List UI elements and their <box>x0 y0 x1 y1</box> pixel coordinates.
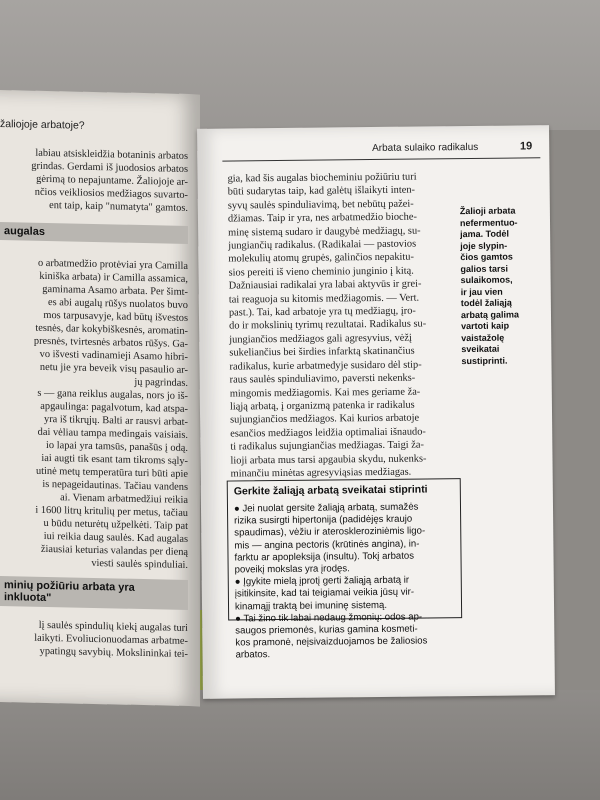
text-line: jungiančių radikalus. (Radikalai — pastovios <box>228 238 417 252</box>
note-line: sulaikomos, <box>460 274 513 286</box>
text-line: gia, kad šis augalas biocheminiu požiūriu turi <box>227 171 417 185</box>
note-line: arbatą galima <box>460 308 520 320</box>
text-line: o arbatmedžio protėviai yra Camilla <box>37 257 188 272</box>
note-line: vaistažolę <box>461 332 505 343</box>
text-line: presnės, tvirtesnės arbatos rūšys. Ga- <box>33 335 188 350</box>
running-head <box>222 139 540 161</box>
text-line: sujungiančios medžiagos. Kai kurios arbatoje <box>230 412 420 426</box>
text-line: raus saulės spinduliavimo, paversti nekenks- <box>229 372 416 386</box>
text-line: u būdu neturėtų užpelkėti. Taip pat <box>43 517 188 532</box>
tip-line: kinamąjį traktą bei imuninę sistemą. <box>234 599 388 613</box>
body-text <box>227 170 452 481</box>
text-line: gėrimą to nepajuntame. Žaliojoje ar- <box>36 173 188 188</box>
text-line: kiniška arbata) ir Camilla assamica, <box>39 270 188 285</box>
text-line: do ir mokslinių tyrimų rezultatai. Radikalus su- <box>229 318 427 333</box>
margin-note <box>460 205 544 367</box>
left-running-head: žaliojoje arbatoje? <box>0 118 85 132</box>
tip-line: kos pramonė, neįsivaizduojamos be žaliosios <box>235 635 428 649</box>
text-line: ent taip, kaip "numatyta" gamtos. <box>49 200 188 214</box>
note-line: sveikatai <box>461 343 500 355</box>
section-heading-plant: augalas <box>0 222 188 244</box>
text-line: apgaulinga: pagalvotum, kad atspa- <box>40 400 188 415</box>
text-line: syvų saulės spinduliavimą, bet nebūtų pažei- <box>227 198 414 212</box>
heading-line: inkluota" <box>4 591 52 605</box>
note-line: jama. Todėl <box>460 228 510 240</box>
tip-line: rizika susirgti hipertonija (padidėjęs kraujo <box>234 513 413 527</box>
text-line: lį saulės spindulių kiekį augalas turi <box>38 619 188 634</box>
tip-box-title: Gerkite žaliąją arbatą sveikatai stiprinti <box>233 483 428 498</box>
text-line: mingomis medžiagomis. Kai mes geriame ža- <box>229 386 421 400</box>
text-line: Dažniausiai radikalai yra labai aktyvūs ir grei- <box>228 278 422 292</box>
text-line: iai augti tik esant tam tikroms sąly- <box>41 452 188 467</box>
note-line: čios gamtos <box>460 251 513 263</box>
text-line: žiausiai keturias valandas per dieną <box>40 543 188 558</box>
text-line: molekulių atomų grupės, galinčios nepakitu- <box>228 252 415 265</box>
note-line: sustiprinti. <box>461 355 508 366</box>
text-line: grindas. Gerdami iš juodosios arbatos <box>31 160 188 175</box>
tip-box <box>227 478 462 661</box>
text-line: iui reikia daug saulės. Kad augalas <box>43 530 188 545</box>
text-line: s — gana reiklus augalas, nors jo iš- <box>37 387 188 402</box>
tip-line: ● Įgykite mielą įprotį gerti žaliąją arbatą ir <box>234 574 410 588</box>
text-line: is nepageidautinas. Tačiau vandens <box>42 478 188 493</box>
note-line: Žalioji arbata <box>459 205 516 217</box>
tip-line: arbatos. <box>235 649 271 661</box>
text-line: laikyti. Evoliucionuodamas arbatme- <box>34 632 188 647</box>
text-line: jų pagrindas. <box>134 376 188 389</box>
tip-line: ● Tai žino tik labai nedaug žmonių: odos ap- <box>235 611 423 625</box>
text-line: tesnės, dar kokybiškesnės, aromatin- <box>35 322 188 337</box>
note-line: joje slypin- <box>460 240 508 251</box>
tip-line: farktu ar apopleksija (insultu). Tokį arbatos <box>234 550 415 564</box>
text-line: lioji arbata mus tarsi apgaubia skydu, nukenks- <box>230 453 427 467</box>
text-line: ypatingų savybių. Mokslininkai tei- <box>39 645 188 660</box>
left-paragraph-2 <box>0 256 188 572</box>
text-line: nčios veikliosios medžiagos suvarto- <box>34 186 188 201</box>
text-line: utinė metų temperatūra turi būti apie <box>35 465 188 480</box>
text-line: past.). Tai, kad arbatoje yra tų medžiagų, įro- <box>228 305 416 319</box>
running-title: Arbata sulaiko radikalus <box>372 141 479 155</box>
text-line: esančios medžiagos leidžia optimaliai išnaudo- <box>230 426 426 440</box>
note-line: ir jau vien <box>460 286 503 297</box>
left-paragraph-1 <box>0 146 188 215</box>
tip-box-body <box>234 501 458 662</box>
text-line: liąją arbatą, į organizmą patenka ir radikalus <box>229 399 415 413</box>
text-line: ti radikalus sujungiančias medžiagas. Taigi ža- <box>230 439 424 453</box>
text-line: sukeliančius bei širdies infarktą skatinančius <box>229 345 415 359</box>
section-heading-biochemistry <box>0 576 188 610</box>
text-line: būti sudarytas taip, kad galėtų išlaikyti inten- <box>227 184 416 198</box>
text-line: labiau atsiskleidžia botaninis arbatos <box>35 147 188 162</box>
text-line: netu jie yra beveik visų pasaulio ar- <box>39 361 188 376</box>
text-line: radikalus, kurie arbatmedyje susidaro dėl stip- <box>229 359 422 373</box>
text-line: dai vėliau tampa medingais vaisiais. <box>37 426 188 441</box>
note-line: galios tarsi <box>460 263 509 274</box>
text-line: es abi augalų rūšys nuolatos buvo <box>48 297 188 311</box>
tip-line: spaudimas), vėžiu ir ateroskleroziniėmis ligo- <box>234 525 426 539</box>
tip-line: poveikį mokslas yra įrodęs. <box>234 563 350 576</box>
text-line: jungiančios medžiagos gali agresyvius, vėžį <box>229 332 412 346</box>
text-line: sios pereiti iš vieno cheminio junginio į kitą. <box>228 265 414 279</box>
heading-line: minių požiūriu arbata yra <box>4 579 135 594</box>
text-line: mos tarpusavyje, kad būtų išvestos <box>43 309 188 324</box>
text-line: yra iš tikrųjų. Balti ar rausvi arbat- <box>44 413 188 428</box>
note-line: todėl žaliąją <box>460 297 512 309</box>
text-line: viesti saulės spinduliai. <box>91 557 188 571</box>
text-line: vo išvesti vadinamieji Asamo hibri- <box>39 348 188 363</box>
tip-line: saugos priemonės, kurias gamina kosmeti- <box>235 623 418 637</box>
text-line: ai. Vienam arbatmedžiui reikia <box>60 492 188 506</box>
tip-line: įsitikinsite, kad tai teigiamai veikia jūsų vir- <box>234 587 415 600</box>
left-page <box>0 90 200 706</box>
text-line: gaminama Asamo arbata. Per šimt- <box>42 283 188 298</box>
right-page <box>197 125 555 699</box>
text-line: io lapai yra tamsūs, panašūs į odą. <box>46 439 188 454</box>
note-line: nefermentuo- <box>459 217 518 228</box>
text-line: minę sistemą sudaro ir daugybė medžiagų, su- <box>228 225 421 239</box>
left-paragraph-3 <box>0 618 188 661</box>
table-surface <box>0 690 600 800</box>
text-line: minančiu minėtas agresyviąsias medžiagas. <box>230 466 412 480</box>
text-line: i 1600 litrų kritulių per metus, tačiau <box>35 504 188 519</box>
page-number: 19 <box>519 140 533 153</box>
tip-line: ● Jei nuolat gersite žaliąją arbatą, sumažės <box>233 501 419 515</box>
text-line: tai reaguoja su kitomis medžiagomis. — Vert. <box>228 292 420 306</box>
text-line: džiamas. Taip ir yra, nes arbatmedžio bioche- <box>227 211 417 225</box>
tip-line: mis — angina pectoris (krūtinės angina), in- <box>234 538 420 552</box>
note-line: vartoti kaip <box>461 320 510 332</box>
